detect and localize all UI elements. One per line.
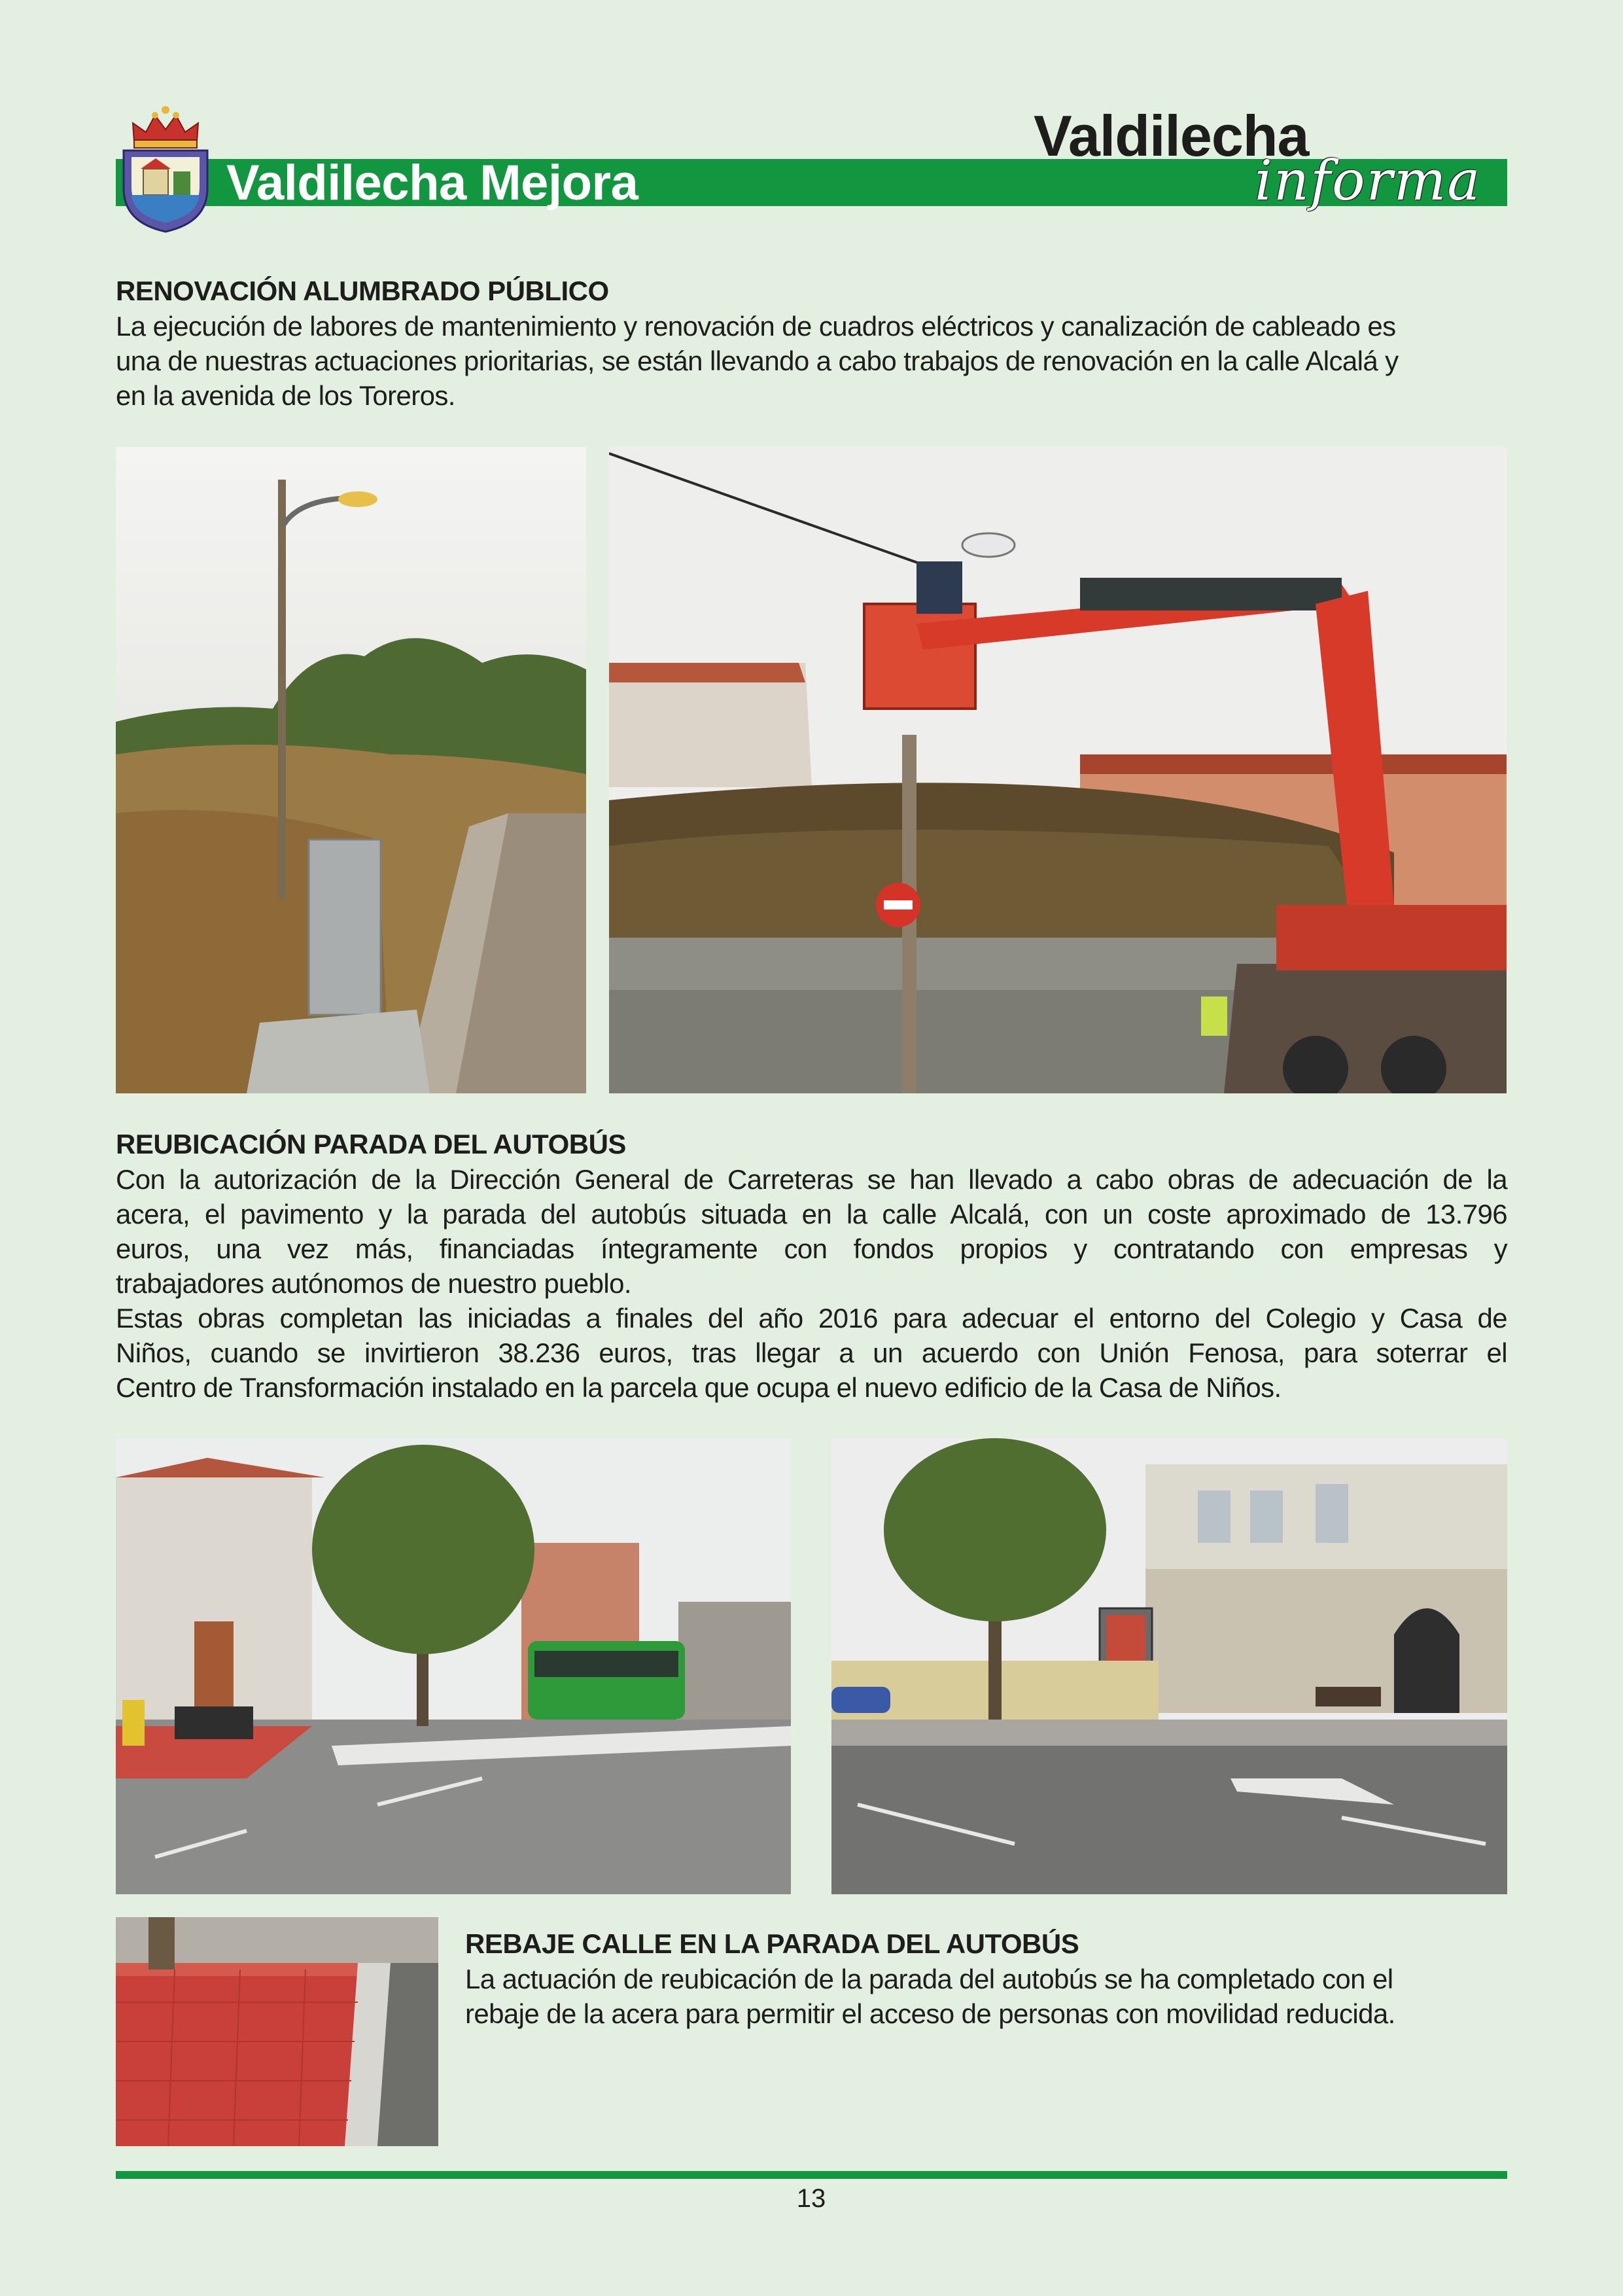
municipal-crest-icon bbox=[114, 103, 217, 234]
section-heading-parada: REUBICACIÓN PARADA DEL AUTOBÚS bbox=[116, 1129, 626, 1159]
text-line: rebaje de la acera para permitir el acceso de personas con movilidad reducida. bbox=[465, 1998, 1395, 2029]
text-line: Niños, cuando se invirtieron 38.236 euros, tras llegar a un acuerdo con Unión Fenosa, para soterrar el bbox=[116, 1337, 1507, 1368]
publication-subtitle: informa bbox=[1255, 149, 1482, 213]
text-line: La ejecución de labores de mantenimiento y renovación de cuadros eléctricos y canalización de cableado es bbox=[116, 311, 1396, 342]
section-body-alumbrado bbox=[116, 309, 1507, 413]
text-line: trabajadores autónomos de nuestro pueblo. bbox=[116, 1268, 631, 1299]
curb-ramp-photo bbox=[116, 1917, 438, 2146]
text-line: Con la autorización de la Dirección General de Carreteras se han llevado a cabo obras de adecuación de la bbox=[116, 1164, 1507, 1195]
text-line: euros, una vez más, financiadas íntegramente con fondos propios y contratando con empresas y bbox=[116, 1233, 1507, 1264]
bus-street-photo bbox=[116, 1438, 791, 1894]
text-line: en la avenida de los Toreros. bbox=[116, 380, 455, 411]
page-number: 13 bbox=[796, 2184, 826, 2213]
footer-rule bbox=[116, 2171, 1507, 2179]
crane-lamp-repair-photo bbox=[609, 447, 1507, 1093]
text-line: La actuación de reubicación de la parada del autobús se ha completado con el bbox=[465, 1964, 1393, 1994]
text-line: una de nuestras actuaciones prioritarias, se están llevando a cabo trabajos de renovación en la calle Alcalá y bbox=[116, 345, 1399, 376]
section-body-parada bbox=[116, 1162, 1507, 1405]
section-heading-alumbrado: RENOVACIÓN ALUMBRADO PÚBLICO bbox=[116, 275, 609, 306]
section-title: Valdilecha Mejora bbox=[226, 155, 638, 211]
publication-title: Valdilecha bbox=[1034, 103, 1309, 168]
text-line: Centro de Transformación instalado en la parcela que ocupa el nuevo edificio de la Casa de Niños. bbox=[116, 1372, 1282, 1403]
bus-stop-photo bbox=[831, 1438, 1507, 1894]
text-line: acera, el pavimento y la parada del autobús situada en la calle Alcalá, con un coste aproximado de 13.796 bbox=[116, 1199, 1507, 1229]
section-body-rebaje bbox=[465, 1962, 1507, 2031]
text-line: Estas obras completan las iniciadas a finales del año 2016 para adecuar el entorno del Colegio y Casa de bbox=[116, 1303, 1507, 1333]
section-heading-rebaje: REBAJE CALLE EN LA PARADA DEL AUTOBÚS bbox=[465, 1928, 1079, 1959]
streetlight-photo bbox=[116, 447, 586, 1093]
